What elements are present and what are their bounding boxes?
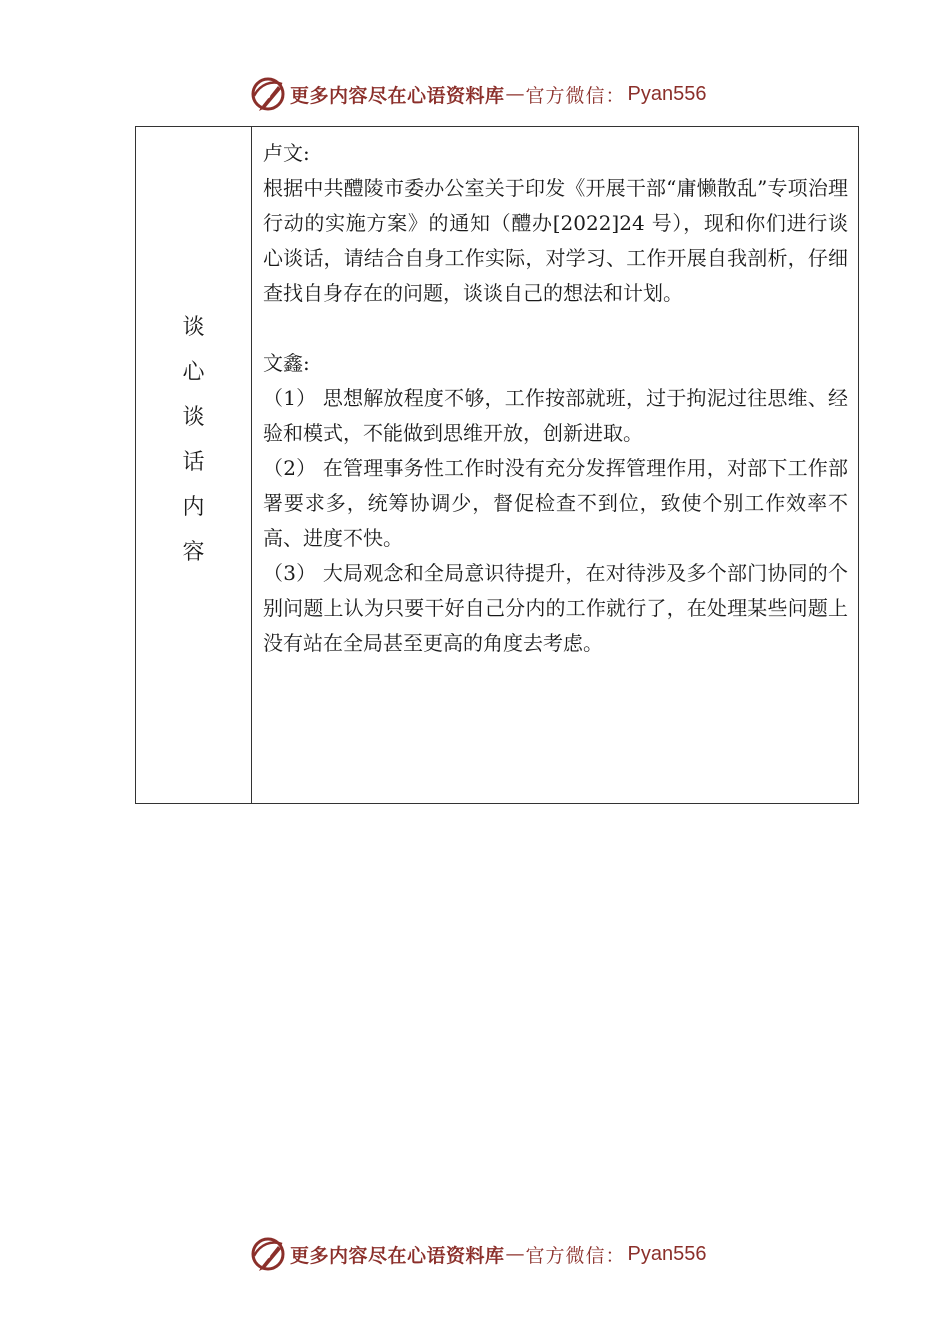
header-watermark <box>248 72 768 116</box>
pen-logo-icon <box>248 1234 288 1274</box>
label-char: 谈 <box>182 405 205 430</box>
talk-record-table <box>135 126 859 804</box>
talk-content-cell <box>252 127 859 804</box>
watermark-contact-label: 官方微信： <box>525 84 626 107</box>
speaker1-name: 卢文: <box>263 141 310 165</box>
footer-watermark <box>248 1232 768 1276</box>
talk-content-label <box>136 305 251 575</box>
watermark-brand: 更多内容尽在心语资料库 <box>290 1244 505 1267</box>
label-char: 容 <box>182 540 205 565</box>
talk-content-row <box>136 127 859 804</box>
watermark-dash: — <box>505 1243 525 1265</box>
speaker2-name: 文鑫: <box>263 351 310 375</box>
watermark-contact-label: 官方微信： <box>525 1244 626 1267</box>
watermark-dash: — <box>505 83 525 105</box>
speaker2-point-2: （2） 在管理事务性工作时没有充分发挥管理作用，对部下工作部署要求多，统筹协调少，督促检查不到位，致使个别工作效率不高、进度不快。 <box>263 456 848 550</box>
watermark-contact-id: Pyan556 <box>627 1242 707 1265</box>
speaker1-text: 根据中共醴陵市委办公室关于印发《开展干部“庸懒散乱”专项治理行动的实施方案》的通知（醴办[2022]24 号），现和你们进行谈心谈话，请结合自身工作实际，对学习、工作开展自我剖析，仔细查找自身存在的问题，谈谈自己的想法和计划。 <box>263 176 848 305</box>
speaker2-point-1: （1） 思想解放程度不够，工作按部就班，过于拘泥过往思维、经验和模式，不能做到思维开放，创新进取。 <box>263 386 848 445</box>
talk-content-body <box>263 136 848 661</box>
label-char: 谈 <box>182 315 205 340</box>
label-char: 内 <box>182 495 205 520</box>
label-char: 话 <box>182 450 205 475</box>
watermark-brand: 更多内容尽在心语资料库 <box>290 84 505 107</box>
watermark-contact-id: Pyan556 <box>627 82 707 105</box>
talk-content-label-cell <box>136 127 252 804</box>
speaker2-point-3: （3） 大局观念和全局意识待提升，在对待涉及多个部门协同的个别问题上认为只要干好自己分内的工作就行了，在处理某些问题上没有站在全局甚至更高的角度去考虑。 <box>263 561 848 655</box>
pen-logo-icon <box>248 74 288 114</box>
label-char: 心 <box>182 360 205 385</box>
paragraph-gap <box>263 311 848 346</box>
